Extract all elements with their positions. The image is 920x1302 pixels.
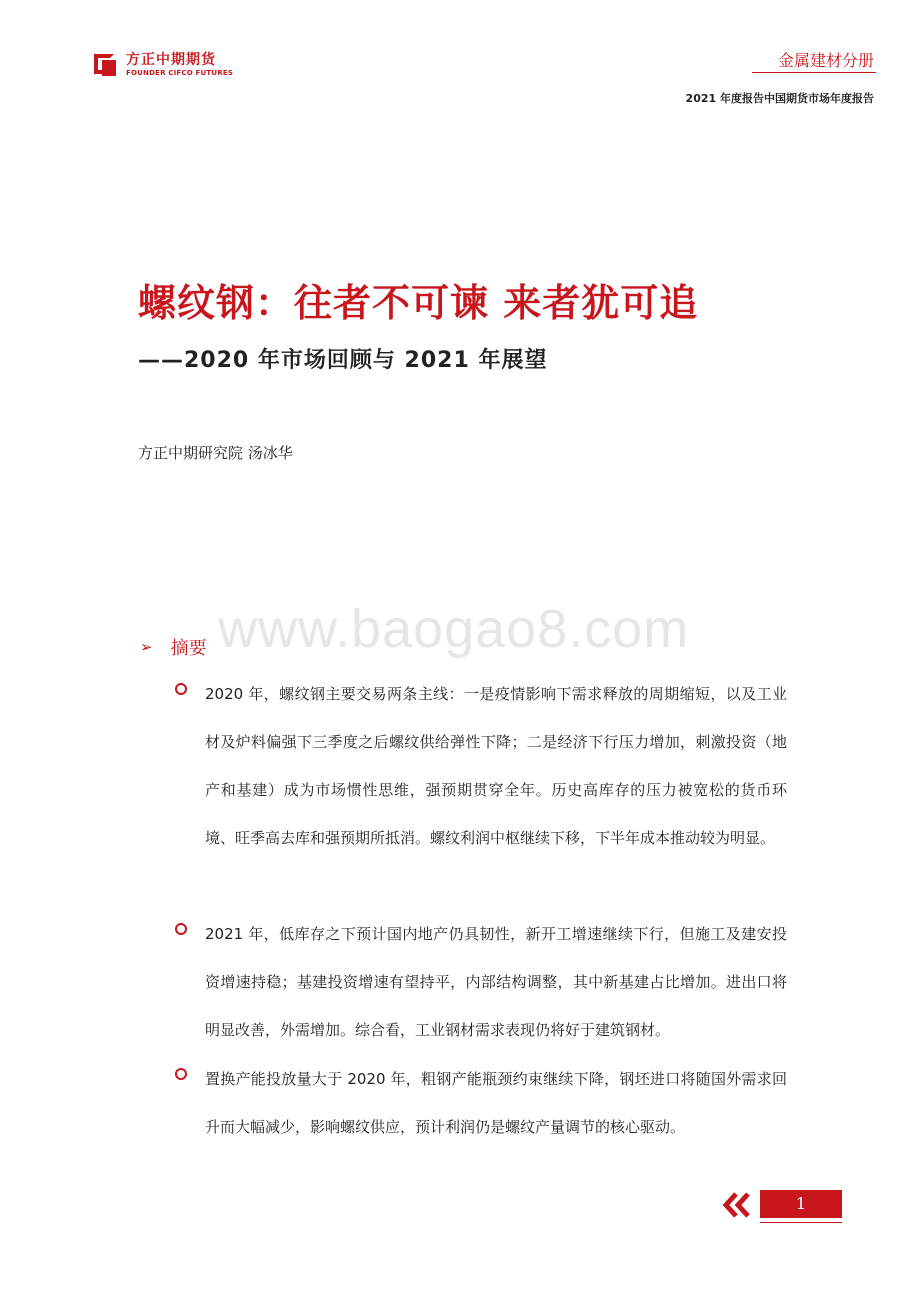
- summary-bullet: [175, 910, 787, 1054]
- header-report-name: 2021 年度报告中国期货市场年度报告: [685, 92, 874, 105]
- header-divider: [752, 72, 876, 73]
- arrow-right-icon: ➢: [140, 638, 153, 656]
- circle-bullet-icon: [175, 923, 187, 935]
- summary-heading: [140, 634, 207, 660]
- double-chevron-left-icon: [720, 1188, 754, 1222]
- circle-bullet-icon: [175, 683, 187, 695]
- summary-bullet: [175, 1055, 787, 1151]
- logo-name-cn: 方正中期期货: [126, 52, 216, 68]
- summary-heading-label: 摘要: [170, 638, 207, 659]
- header-category: 金属建材分册: [777, 51, 874, 70]
- document-subtitle: ——2020 年市场回顾与 2021 年展望: [138, 348, 548, 373]
- logo-mark-icon: [94, 52, 120, 78]
- summary-bullet-text: 2020 年，螺纹钢主要交易两条主线：一是疫情影响下需求释放的周期缩短，以及工业材及炉料偏强下三季度之后螺纹供给弹性下降；二是经济下行压力增加，刺激投资（地产和基建）成为市场惯性思维，强预期贯穿全年。历史高库存的压力被宽松的货币环境、旺季高去库和强预期所抵消。螺纹利润中枢继续下移，下半年成本推动较为明显。: [205, 685, 787, 847]
- company-logo: [94, 52, 233, 78]
- document-title: 螺纹钢：往者不可谏 来者犹可追: [138, 281, 699, 325]
- summary-bullet-text: 2021 年，低库存之下预计国内地产仍具韧性，新开工增速继续下行，但施工及建安投资增速持稳；基建投资增速有望持平，内部结构调整，其中新基建占比增加。进出口将明显改善，外需增加。综合看，工业钢材需求表现仍将好于建筑钢材。: [205, 925, 787, 1039]
- footer-divider: [760, 1222, 842, 1223]
- author-line: 方正中期研究院 汤冰华: [138, 444, 293, 462]
- circle-bullet-icon: [175, 1068, 187, 1080]
- summary-bullet: [175, 670, 787, 862]
- watermark: www.baogao8.com: [218, 599, 690, 659]
- summary-bullet-text: 置换产能投放量大于 2020 年，粗钢产能瓶颈约束继续下降，钢坯进口将随国外需求回升而大幅减少，影响螺纹供应，预计利润仍是螺纹产量调节的核心驱动。: [205, 1070, 787, 1136]
- page-number: 1: [760, 1190, 842, 1218]
- logo-name-en: FOUNDER CIFCO FUTURES: [126, 69, 234, 77]
